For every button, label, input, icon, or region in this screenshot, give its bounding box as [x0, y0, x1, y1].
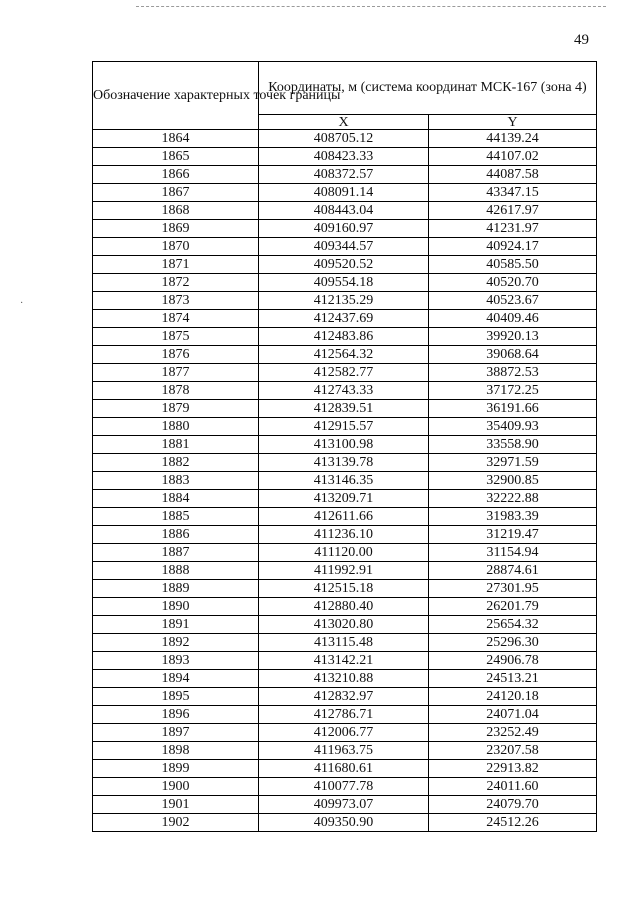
x-coordinate: 412915.57 [259, 418, 429, 436]
point-id: 1878 [93, 382, 259, 400]
x-coordinate: 413146.35 [259, 472, 429, 490]
point-id: 1894 [93, 670, 259, 688]
x-coordinate: 409344.57 [259, 238, 429, 256]
point-id: 1890 [93, 598, 259, 616]
x-coordinate: 408372.57 [259, 166, 429, 184]
point-id: 1898 [93, 742, 259, 760]
table-row [93, 814, 597, 832]
x-coordinate: 413115.48 [259, 634, 429, 652]
table-row [93, 598, 597, 616]
table-row [93, 292, 597, 310]
y-coordinate: 40520.70 [429, 274, 597, 292]
y-coordinate: 24120.18 [429, 688, 597, 706]
point-id: 1900 [93, 778, 259, 796]
point-id: 1885 [93, 508, 259, 526]
table-row [93, 202, 597, 220]
y-coordinate: 35409.93 [429, 418, 597, 436]
point-id: 1881 [93, 436, 259, 454]
point-id: 1897 [93, 724, 259, 742]
x-coordinate: 408705.12 [259, 130, 429, 148]
x-coordinate: 409973.07 [259, 796, 429, 814]
x-coordinate: 412582.77 [259, 364, 429, 382]
x-coordinate: 412839.51 [259, 400, 429, 418]
table-row [93, 328, 597, 346]
point-id: 1876 [93, 346, 259, 364]
point-id: 1895 [93, 688, 259, 706]
point-id: 1869 [93, 220, 259, 238]
y-coordinate: 25296.30 [429, 634, 597, 652]
table-row [93, 616, 597, 634]
x-coordinate: 412611.66 [259, 508, 429, 526]
point-id: 1867 [93, 184, 259, 202]
table-row [93, 310, 597, 328]
y-coordinate: 32971.59 [429, 454, 597, 472]
point-id: 1868 [93, 202, 259, 220]
table-row [93, 724, 597, 742]
table-row [93, 130, 597, 148]
y-coordinate: 40924.17 [429, 238, 597, 256]
y-coordinate: 42617.97 [429, 202, 597, 220]
table-row [93, 346, 597, 364]
table-row [93, 148, 597, 166]
y-coordinate: 41231.97 [429, 220, 597, 238]
x-coordinate: 409350.90 [259, 814, 429, 832]
y-coordinate: 39068.64 [429, 346, 597, 364]
point-id: 1887 [93, 544, 259, 562]
x-coordinate: 413142.21 [259, 652, 429, 670]
point-id: 1879 [93, 400, 259, 418]
margin-mark: · [20, 298, 24, 309]
y-coordinate: 44087.58 [429, 166, 597, 184]
x-coordinate: 412135.29 [259, 292, 429, 310]
x-coordinate: 413100.98 [259, 436, 429, 454]
table-row [93, 706, 597, 724]
point-id: 1865 [93, 148, 259, 166]
x-coordinate: 411680.61 [259, 760, 429, 778]
point-id: 1873 [93, 292, 259, 310]
point-id: 1892 [93, 634, 259, 652]
x-coordinate: 409554.18 [259, 274, 429, 292]
point-id: 1871 [93, 256, 259, 274]
point-id: 1875 [93, 328, 259, 346]
y-coordinate: 24512.26 [429, 814, 597, 832]
y-coordinate: 22913.82 [429, 760, 597, 778]
table-row [93, 400, 597, 418]
y-coordinate: 40523.67 [429, 292, 597, 310]
y-coordinate: 23252.49 [429, 724, 597, 742]
point-id: 1870 [93, 238, 259, 256]
table-row [93, 688, 597, 706]
point-id: 1864 [93, 130, 259, 148]
y-coordinate: 40585.50 [429, 256, 597, 274]
y-coordinate: 24513.21 [429, 670, 597, 688]
table-row [93, 418, 597, 436]
point-id: 1899 [93, 760, 259, 778]
top-rule [136, 6, 606, 7]
y-coordinate: 32900.85 [429, 472, 597, 490]
point-id: 1896 [93, 706, 259, 724]
x-coordinate: 410077.78 [259, 778, 429, 796]
x-coordinate: 409160.97 [259, 220, 429, 238]
table-row [93, 562, 597, 580]
table-body [93, 130, 597, 832]
point-id: 1893 [93, 652, 259, 670]
table-row [93, 166, 597, 184]
x-coordinate: 412786.71 [259, 706, 429, 724]
table-row [93, 256, 597, 274]
point-id: 1886 [93, 526, 259, 544]
x-coordinate: 411992.91 [259, 562, 429, 580]
x-coordinate: 412437.69 [259, 310, 429, 328]
table-row [93, 652, 597, 670]
y-coordinate: 28874.61 [429, 562, 597, 580]
y-coordinate: 40409.46 [429, 310, 597, 328]
header-point-label: Обозначение характерных точек границы [93, 87, 341, 103]
table-row [93, 454, 597, 472]
point-id: 1877 [93, 364, 259, 382]
point-id: 1884 [93, 490, 259, 508]
table-row [93, 382, 597, 400]
point-id: 1882 [93, 454, 259, 472]
y-coordinate: 43347.15 [429, 184, 597, 202]
x-coordinate: 412006.77 [259, 724, 429, 742]
table-row [93, 472, 597, 490]
table-row [93, 436, 597, 454]
x-coordinate: 413139.78 [259, 454, 429, 472]
x-coordinate: 411120.00 [259, 544, 429, 562]
table-row [93, 274, 597, 292]
table-row [93, 544, 597, 562]
table-row [93, 184, 597, 202]
y-coordinate: 24011.60 [429, 778, 597, 796]
x-coordinate: 412564.32 [259, 346, 429, 364]
x-coordinate: 408423.33 [259, 148, 429, 166]
y-coordinate: 25654.32 [429, 616, 597, 634]
y-coordinate: 24071.04 [429, 706, 597, 724]
point-id: 1902 [93, 814, 259, 832]
y-coordinate: 39920.13 [429, 328, 597, 346]
table-row [93, 238, 597, 256]
table-row [93, 220, 597, 238]
header-coordinates-label: Координаты, м (система координат МСК-167 (зона 4) [268, 80, 587, 95]
point-id: 1888 [93, 562, 259, 580]
y-coordinate: 27301.95 [429, 580, 597, 598]
table-row [93, 490, 597, 508]
table-row [93, 670, 597, 688]
x-coordinate: 408443.04 [259, 202, 429, 220]
table-row [93, 796, 597, 814]
header-x: X [259, 115, 429, 130]
table-row [93, 742, 597, 760]
table-row [93, 634, 597, 652]
point-id: 1891 [93, 616, 259, 634]
y-coordinate: 31219.47 [429, 526, 597, 544]
y-coordinate: 38872.53 [429, 364, 597, 382]
y-coordinate: 44107.02 [429, 148, 597, 166]
table-row [93, 364, 597, 382]
x-coordinate: 412483.86 [259, 328, 429, 346]
y-coordinate: 31983.39 [429, 508, 597, 526]
table-row [93, 778, 597, 796]
point-id: 1872 [93, 274, 259, 292]
x-coordinate: 412880.40 [259, 598, 429, 616]
y-coordinate: 24906.78 [429, 652, 597, 670]
point-id: 1866 [93, 166, 259, 184]
y-coordinate: 31154.94 [429, 544, 597, 562]
point-id: 1880 [93, 418, 259, 436]
x-coordinate: 413020.80 [259, 616, 429, 634]
header-coordinates [259, 62, 597, 115]
table-row [93, 580, 597, 598]
x-coordinate: 412515.18 [259, 580, 429, 598]
y-coordinate: 44139.24 [429, 130, 597, 148]
table-row [93, 508, 597, 526]
point-id: 1901 [93, 796, 259, 814]
x-coordinate: 408091.14 [259, 184, 429, 202]
x-coordinate: 409520.52 [259, 256, 429, 274]
x-coordinate: 411236.10 [259, 526, 429, 544]
y-coordinate: 36191.66 [429, 400, 597, 418]
header-y: Y [429, 115, 597, 130]
point-id: 1874 [93, 310, 259, 328]
header-point [93, 62, 341, 130]
x-coordinate: 411963.75 [259, 742, 429, 760]
point-id: 1883 [93, 472, 259, 490]
table-row [93, 526, 597, 544]
y-coordinate: 37172.25 [429, 382, 597, 400]
coordinates-table [92, 61, 597, 832]
x-coordinate: 413209.71 [259, 490, 429, 508]
x-coordinate: 412743.33 [259, 382, 429, 400]
table-row [93, 760, 597, 778]
x-coordinate: 413210.88 [259, 670, 429, 688]
point-id: 1889 [93, 580, 259, 598]
y-coordinate: 23207.58 [429, 742, 597, 760]
y-coordinate: 24079.70 [429, 796, 597, 814]
y-coordinate: 33558.90 [429, 436, 597, 454]
page-number: 49 [574, 32, 589, 48]
y-coordinate: 26201.79 [429, 598, 597, 616]
x-coordinate: 412832.97 [259, 688, 429, 706]
y-coordinate: 32222.88 [429, 490, 597, 508]
